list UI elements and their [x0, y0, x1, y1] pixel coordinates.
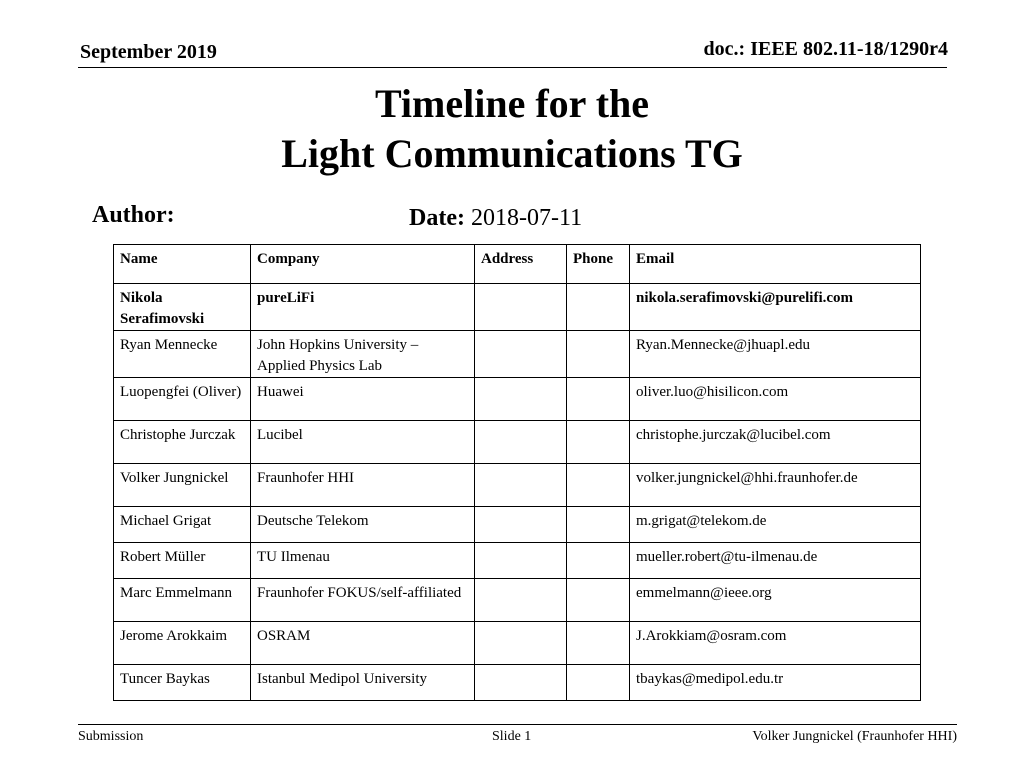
table-row: [114, 507, 921, 543]
cell-name: Tuncer Baykas: [114, 665, 251, 701]
cell-phone: [567, 579, 630, 622]
cell-phone: [567, 622, 630, 665]
cell-address: [475, 665, 567, 701]
footer-slide-number: Slide 1: [492, 729, 532, 744]
footer-divider: [78, 724, 957, 725]
cell-company: Huawei: [251, 378, 475, 421]
cell-company: pureLiFi: [251, 284, 475, 331]
cell-name: Robert Müller: [114, 543, 251, 579]
author-label: Author:: [92, 202, 175, 228]
header-divider: [78, 67, 947, 68]
table-row: [114, 378, 921, 421]
date-line: [409, 205, 582, 232]
cell-company: Fraunhofer FOKUS/self-affiliated: [251, 579, 475, 622]
cell-name: Nikola Serafimovski: [114, 284, 251, 331]
cell-address: [475, 284, 567, 331]
table-row: [114, 665, 921, 701]
cell-phone: [567, 421, 630, 464]
table-row: [114, 579, 921, 622]
cell-email: nikola.serafimovski@purelifi.com: [630, 284, 921, 331]
footer-author: Volker Jungnickel (Fraunhofer HHI): [752, 729, 957, 744]
cell-name: Marc Emmelmann: [114, 579, 251, 622]
table-row: [114, 284, 921, 331]
cell-address: [475, 507, 567, 543]
cell-name: Jerome Arokkaim: [114, 622, 251, 665]
cell-company: TU Ilmenau: [251, 543, 475, 579]
table-row: [114, 331, 921, 378]
column-header-name: Name: [114, 245, 251, 284]
table-row: [114, 421, 921, 464]
header-date: September 2019: [80, 41, 217, 63]
table-header-row: [114, 245, 921, 284]
cell-email: mueller.robert@tu-ilmenau.de: [630, 543, 921, 579]
authors-table: [113, 244, 921, 701]
cell-name: Luopengfei (Oliver): [114, 378, 251, 421]
cell-address: [475, 378, 567, 421]
column-header-email: Email: [630, 245, 921, 284]
cell-address: [475, 464, 567, 507]
cell-company: OSRAM: [251, 622, 475, 665]
cell-email: oliver.luo@hisilicon.com: [630, 378, 921, 421]
table-row: [114, 464, 921, 507]
date-label: Date:: [409, 205, 465, 231]
cell-company: Deutsche Telekom: [251, 507, 475, 543]
table-row: [114, 543, 921, 579]
column-header-company: Company: [251, 245, 475, 284]
cell-address: [475, 543, 567, 579]
cell-phone: [567, 378, 630, 421]
slide-title-line-2: Light Communications TG: [281, 131, 743, 176]
header-doc-id: doc.: IEEE 802.11-18/1290r4: [703, 38, 948, 60]
cell-phone: [567, 464, 630, 507]
cell-name: Christophe Jurczak: [114, 421, 251, 464]
cell-phone: [567, 665, 630, 701]
cell-email: J.Arokkiam@osram.com: [630, 622, 921, 665]
cell-email: tbaykas@medipol.edu.tr: [630, 665, 921, 701]
cell-company: Lucibel: [251, 421, 475, 464]
cell-email: m.grigat@telekom.de: [630, 507, 921, 543]
cell-email: Ryan.Mennecke@jhuapl.edu: [630, 331, 921, 378]
cell-phone: [567, 507, 630, 543]
column-header-phone: Phone: [567, 245, 630, 284]
cell-address: [475, 421, 567, 464]
cell-name: Michael Grigat: [114, 507, 251, 543]
cell-name: Ryan Mennecke: [114, 331, 251, 378]
slide-title: [0, 79, 1024, 179]
cell-company: John Hopkins University – Applied Physics Lab: [251, 331, 475, 378]
cell-company: Istanbul Medipol University: [251, 665, 475, 701]
footer-submission: Submission: [78, 729, 144, 744]
cell-address: [475, 579, 567, 622]
column-header-address: Address: [475, 245, 567, 284]
cell-company: Fraunhofer HHI: [251, 464, 475, 507]
cell-phone: [567, 284, 630, 331]
cell-phone: [567, 543, 630, 579]
cell-name: Volker Jungnickel: [114, 464, 251, 507]
date-value: 2018-07-11: [470, 205, 583, 231]
cell-email: emmelmann@ieee.org: [630, 579, 921, 622]
cell-email: christophe.jurczak@lucibel.com: [630, 421, 921, 464]
slide-title-line-1: Timeline for the: [374, 81, 650, 126]
cell-address: [475, 622, 567, 665]
cell-phone: [567, 331, 630, 378]
cell-email: volker.jungnickel@hhi.fraunhofer.de: [630, 464, 921, 507]
table-row: [114, 622, 921, 665]
cell-address: [475, 331, 567, 378]
